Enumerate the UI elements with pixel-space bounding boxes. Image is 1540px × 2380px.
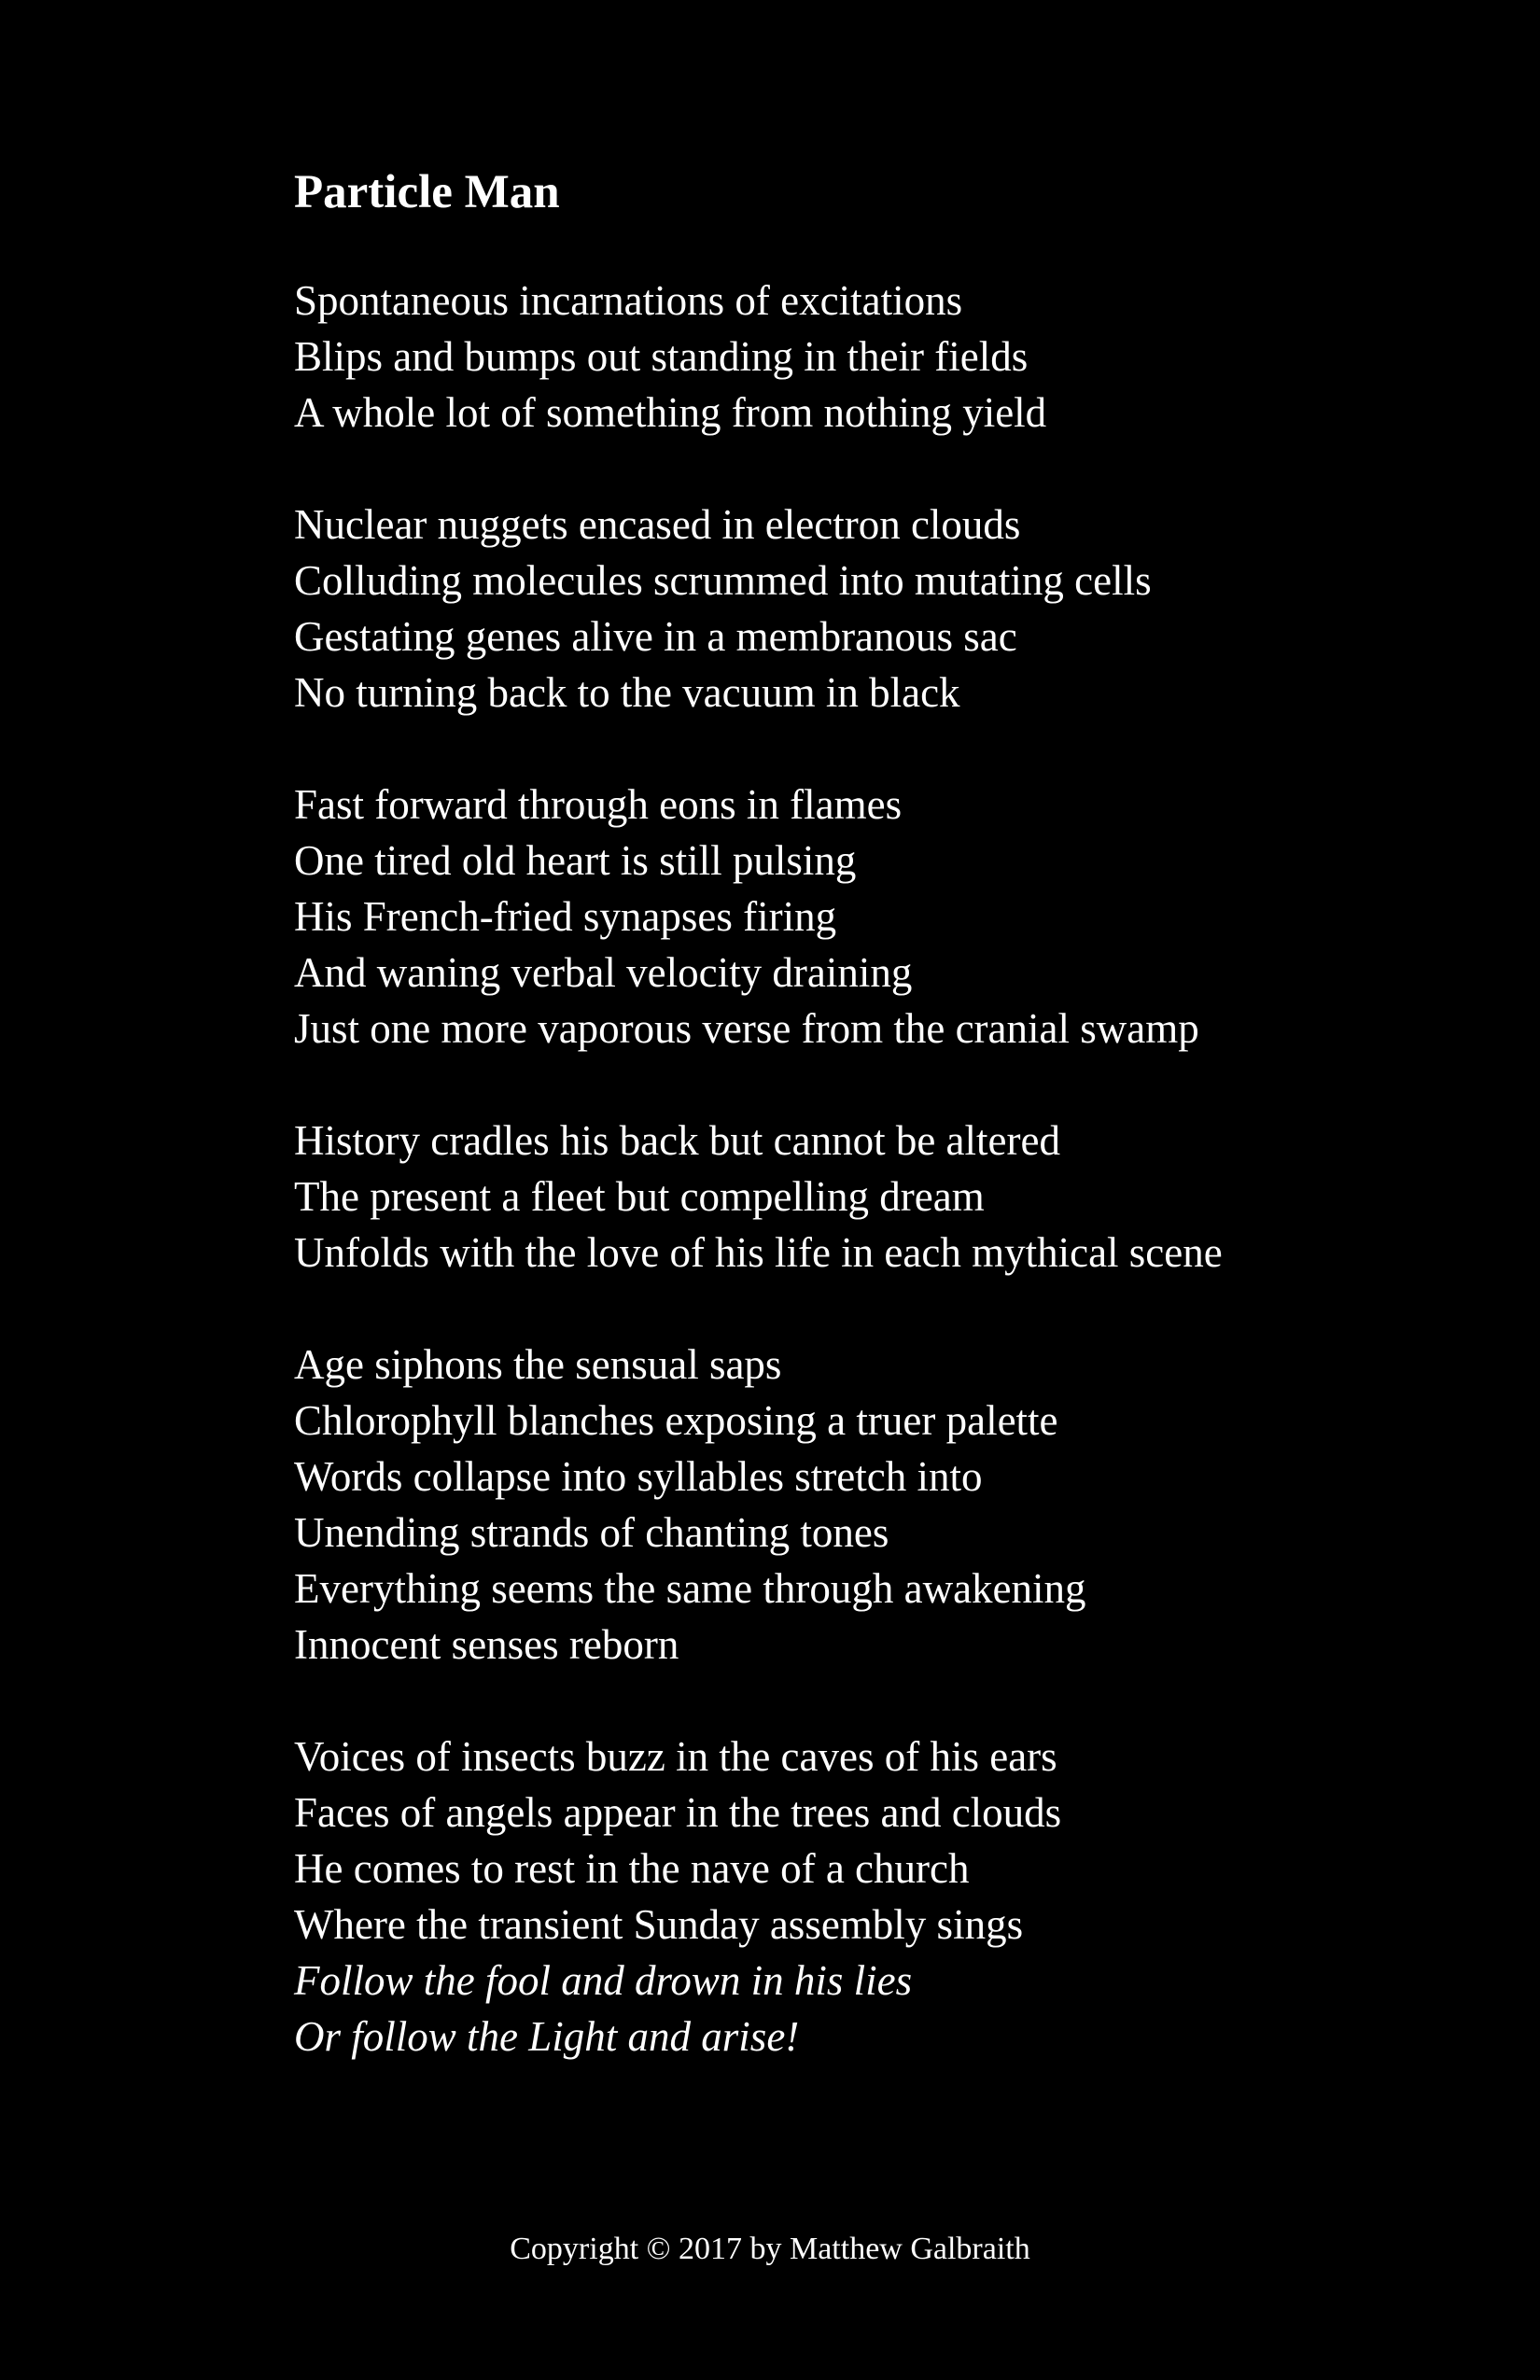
- poem-line: Where the transient Sunday assembly sings: [294, 1901, 1024, 1948]
- stanza-2: [294, 497, 1461, 721]
- poem-line-italic: Follow the fool and drown in his lies: [294, 1957, 913, 2004]
- poem-line: Age siphons the sensual saps: [294, 1341, 782, 1388]
- poem-line: Chlorophyll blanches exposing a truer palette: [294, 1397, 1058, 1444]
- poem-line: No turning back to the vacuum in black: [294, 669, 960, 716]
- poem-line: Blips and bumps out standing in their fields: [294, 333, 1029, 380]
- poem-title: Particle Man: [294, 166, 560, 218]
- poem-line: Just one more vaporous verse from the cranial swamp: [294, 1005, 1199, 1052]
- poem-line: He comes to rest in the nave of a church: [294, 1845, 970, 1892]
- stanza-3: [294, 777, 1461, 1057]
- poem-line: His French-fried synapses firing: [294, 893, 837, 940]
- poem-line: Nuclear nuggets encased in electron clouds: [294, 501, 1021, 548]
- poem-line: And waning verbal velocity draining: [294, 949, 913, 996]
- poem-line: One tired old heart is still pulsing: [294, 837, 857, 884]
- copyright-notice: Copyright © 2017 by Matthew Galbraith: [510, 2232, 1030, 2266]
- poem-line: Voices of insects buzz in the caves of his ears: [294, 1733, 1057, 1780]
- poem-line: Everything seems the same through awakening: [294, 1565, 1086, 1612]
- poem-line: Faces of angels appear in the trees and clouds: [294, 1789, 1062, 1836]
- poem-line: Innocent senses reborn: [294, 1621, 679, 1668]
- poem-line: Colluding molecules scrummed into mutating cells: [294, 557, 1152, 604]
- poem-line: History cradles his back but cannot be altered: [294, 1117, 1060, 1164]
- poem-line: Unfolds with the love of his life in each mythical scene: [294, 1229, 1223, 1276]
- poem-line: Gestating genes alive in a membranous sac: [294, 613, 1017, 660]
- poem-line: Spontaneous incarnations of excitations: [294, 277, 963, 324]
- poem-line-italic: Or follow the Light and arise!: [294, 2013, 800, 2060]
- poem-line: A whole lot of something from nothing yield: [294, 389, 1047, 436]
- poem-line: Unending strands of chanting tones: [294, 1509, 889, 1556]
- stanza-5: [294, 1337, 1461, 1673]
- stanza-1: [294, 273, 1461, 441]
- poem-line: Fast forward through eons in flames: [294, 781, 903, 828]
- poem-line: The present a fleet but compelling dream: [294, 1173, 985, 1220]
- stanza-4: [294, 1113, 1461, 1281]
- stanza-6: [294, 1729, 1461, 2065]
- poem-line: Words collapse into syllables stretch into: [294, 1453, 983, 1500]
- poem-body: [294, 273, 1461, 2121]
